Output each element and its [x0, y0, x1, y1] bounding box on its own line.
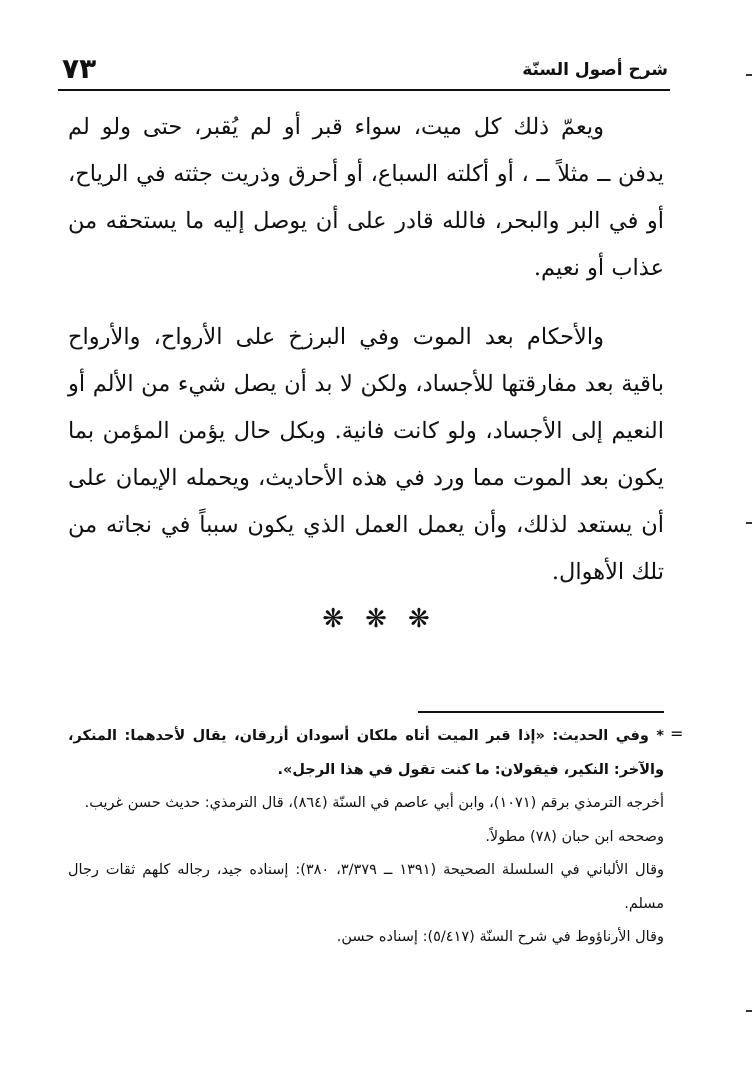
footnote-line: وقال الألباني في السلسلة الصحيحة (١٣٩١ ــ ٣/٣٧٩، ٣٨٠): إسناده جيد، رجاله كلهم ثقات رجال مسلم.: [68, 862, 664, 912]
section-separator: [0, 604, 752, 634]
running-title: شرح أصول السنّة: [522, 60, 668, 80]
asterism-icon: ❋: [407, 604, 430, 634]
asterism-icon: ❋: [365, 604, 387, 634]
page-number: ٧٣: [62, 52, 97, 85]
footnote-line: وصححه ابن حبان (٧٨) مطولاً.: [485, 828, 664, 845]
page-header: [58, 52, 668, 90]
footnote-line: أخرجه الترمذي برقم (١٠٧١)، وابن أبي عاصم في السنّة (٨٦٤)، قال الترمذي: حديث حسن غريب.: [84, 795, 664, 811]
footnote-rule: [418, 711, 664, 713]
body-paragraph: ويعمّ ذلك كل ميت، سواء قبر أو لم يُقبر، حتى ولو لم يدفن ــ مثلاً ــ ، أو أكلته السباع، أو أحرق وذريت جثته في الرياح، أو في البر والبحر، فالله قادر على أن يوصل إليه ما يستحقه من عذاب أو نعيم.: [68, 114, 664, 281]
footnote-continuation-mark: =: [670, 724, 684, 743]
page-edge-mark: [746, 522, 752, 524]
footnote-hadith: * وفي الحديث: «إذا قبر الميت أتاه ملكان أسودان أزرقان، يقال لأحدهما: المنكر، والآخر: النكير، فيقولان: ما كنت تقول في هذا الرجل».: [68, 728, 664, 778]
footnote-line: وقال الأرناؤوط في شرح السنّة (٥/٤١٧): إسناده حسن.: [336, 929, 664, 945]
main-text: [68, 104, 664, 618]
body-paragraph: والأحكام بعد الموت وفي البرزخ على الأرواح، والأرواح باقية بعد مفارقتها للأجساد، ولكن لا بد أن يصل شيء من الألم أو النعيم إلى الأجساد، ولو كانت فانية. وبكل حال يؤمن المؤمن بما يكون بعد الموت مما ورد في هذه الأحاديث، ويحمله الإيمان على أن يستعد لذلك، وأن يعمل العمل الذي يكون سبباً في نجاته من تلك الأهوال.: [68, 324, 664, 585]
page-edge-mark: [746, 74, 752, 76]
page-edge-mark: [746, 1010, 752, 1012]
asterism-icon: ❋: [322, 604, 344, 634]
footnotes: [68, 720, 664, 955]
header-rule: [58, 89, 670, 91]
